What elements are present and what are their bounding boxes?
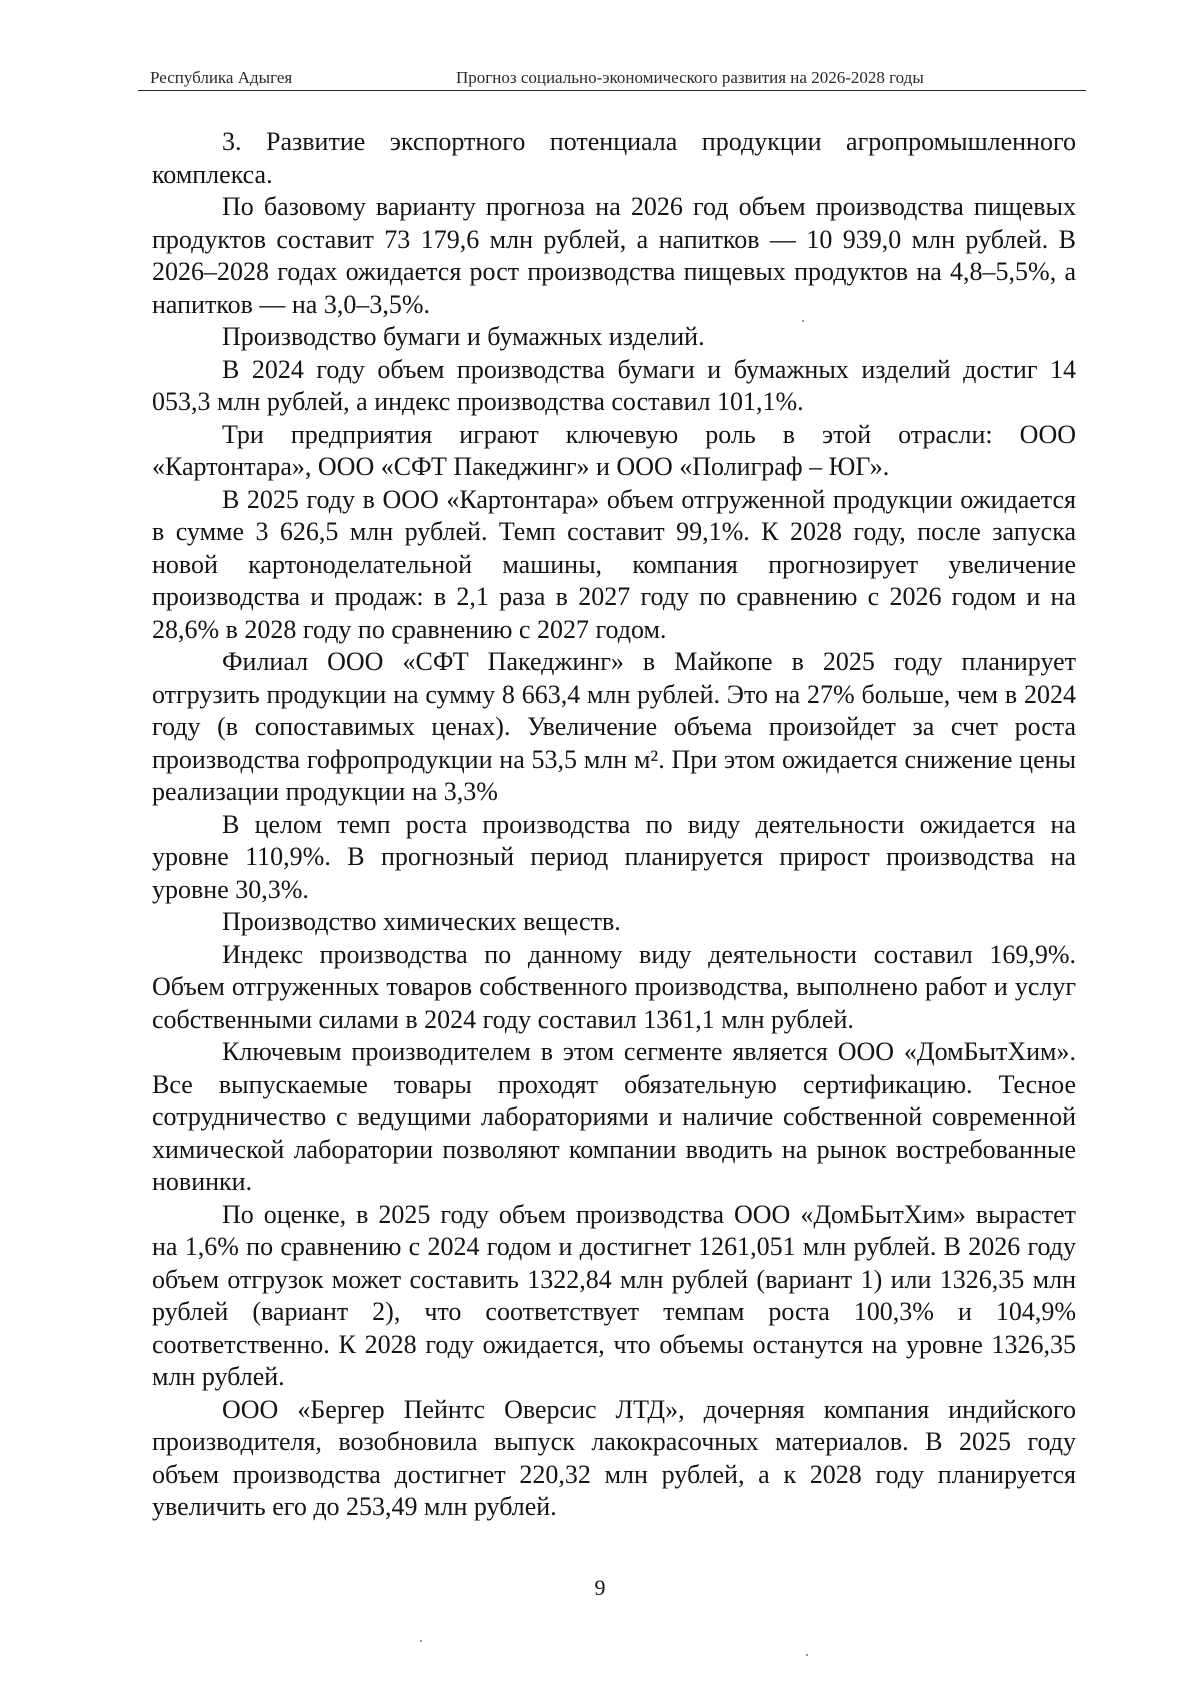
- header-rule: [138, 90, 1086, 91]
- scan-speck: [802, 320, 804, 322]
- paragraph-food-forecast: По базовому варианту прогноза на 2026 год объем производства пищевых продуктов составит 73 179,6 млн рублей, а напитков — 10 939,0 млн рублей. В 2026–2028 годах ожидается рост производства пищевых продуктов на 4,8–5,5%, а напитков — на 3,0–3,5%.: [152, 192, 1076, 319]
- paragraph-dombythim-key: Ключевым производителем в этом сегменте является ООО «ДомБытХим». Все выпускаемые товары проходят обязательную сертификацию. Тесное сотрудничество с ведущими лабораториями и наличие собственной современной химической лаборатории позволяют компании вводить на рынок востребованные новинки.: [152, 1037, 1076, 1196]
- section-heading-export: 3. Развитие экспортного потенциала продукции агропромышленного комплекса.: [152, 127, 1076, 189]
- body-text: [152, 126, 1076, 1524]
- paragraph-sft-packaging: Филиал ООО «СФТ Пакеджинг» в Майкопе в 2025 году планирует отгрузить продукции на сумму 8 663,4 млн рублей. Это на 27% больше, чем в 2024 году (в сопоставимых ценах). Увеличение объема произойдет за счет роста производства гофропродукции на 53,5 млн м². При этом ожидается снижение цены реализации продукции на 3,3%: [152, 647, 1076, 806]
- paragraph-dombythim-forecast: По оценке, в 2025 году объем производства ООО «ДомБытХим» вырастет на 1,6% по сравнению с 2024 годом и достигнет 1261,051 млн рублей. В 2026 году объем отгрузок может составить 1322,84 млн рублей (вариант 1) или 1326,35 млн рублей (вариант 2), что соответствует темпам роста 100,3% и 104,9% соответственно. К 2028 году ожидается, что объемы останутся на уровне 1326,35 млн рублей.: [152, 1199, 1076, 1391]
- running-header: [138, 66, 1086, 96]
- paragraph-kartontara: В 2025 году в ООО «Картонтара» объем отгруженной продукции ожидается в сумме 3 626,5 млн рублей. Темп составит 99,1%. К 2028 году, после запуска новой картоноделательной машины, компания прогнозирует увеличение производства и продаж: в 2,1 раза в 2027 году по сравнению с 2026 годом и на 28,6% в 2028 году по сравнению с 2027 годом.: [152, 484, 1076, 644]
- paragraph-paper-2024: В 2024 году объем производства бумаги и бумажных изделий достиг 14 053,3 млн рублей, а индекс производства составил 101,1%.: [152, 354, 1076, 416]
- scan-speck: [420, 1640, 422, 1642]
- header-document-title: Прогноз социально-экономического развития на 2026-2028 годы: [456, 68, 924, 87]
- subheading-paper: Производство бумаги и бумажных изделий.: [222, 322, 705, 351]
- page-number: 9: [594, 1575, 606, 1600]
- paragraph-chemicals-index: Индекс производства по данному виду деятельности составил 169,9%. Объем отгруженных товаров собственного производства, выполнено работ и услуг собственными силами в 2024 году составил 1361,1 млн рублей.: [152, 939, 1076, 1034]
- paragraph-paper-enterprises: Три предприятия играют ключевую роль в этой отрасли: ООО «Картонтара», ООО «СФТ Пакеджинг» и ООО «Полиграф – ЮГ».: [152, 419, 1076, 481]
- paragraph-paper-growth: В целом темп роста производства по виду деятельности ожидается на уровне 110,9%. В прогнозный период планируется прирост производства на уровне 30,3%.: [152, 809, 1076, 904]
- paragraph-berger-paints: ООО «Бергер Пейнтс Оверсис ЛТД», дочерняя компания индийского производителя, возобновила выпуск лакокрасочных материалов. В 2025 году объем производства достигнет 220,32 млн рублей, а к 2028 году планируется увеличить его до 253,49 млн рублей.: [152, 1394, 1076, 1521]
- subheading-chemicals: Производство химических веществ.: [222, 907, 621, 936]
- header-region: Республика Адыгея: [150, 68, 293, 87]
- scan-speck: [806, 1654, 808, 1656]
